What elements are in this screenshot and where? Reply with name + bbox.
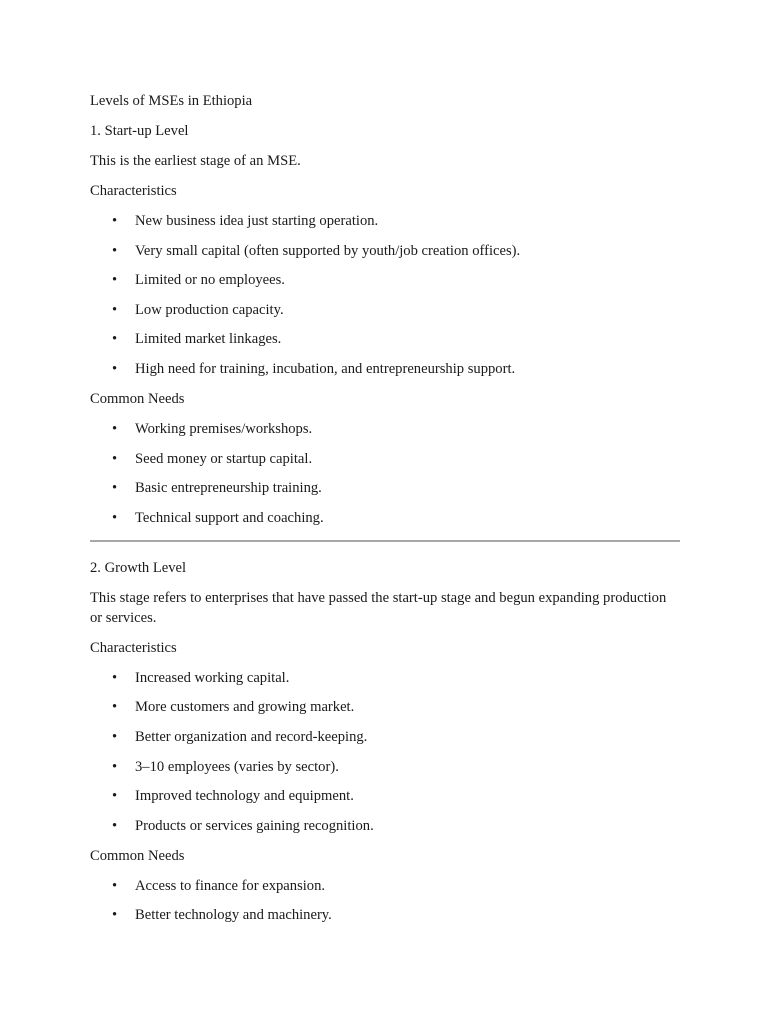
needs-label-startup: Common Needs (90, 390, 185, 407)
characteristics-list-startup (90, 211, 680, 379)
list-item: • Access to finance for expansion. (135, 876, 680, 896)
list-item: • New business idea just starting operation. (135, 211, 680, 231)
section-intro-startup: This is the earliest stage of an MSE. (90, 153, 301, 169)
list-item: • Limited or no employees. (135, 270, 680, 290)
section-heading-growth: 2. Growth Level (90, 559, 187, 576)
section-heading-startup: 1. Start-up Level (90, 123, 189, 139)
list-item: • Low production capacity. (135, 300, 680, 320)
needs-list-growth (90, 876, 680, 926)
document-page (90, 91, 680, 935)
needs-list-startup (90, 419, 680, 528)
list-item: • High need for training, incubation, and entrepreneurship support. (135, 359, 680, 379)
document-title: Levels of MSEs in Ethiopia (90, 93, 253, 109)
list-item: • Better technology and machinery. (135, 905, 680, 925)
needs-label-growth: Common Needs (90, 847, 185, 864)
section-intro-growth: This stage refers to enterprises that have passed the start-up stage and begun expanding production or services. (90, 589, 667, 626)
characteristics-list-growth (90, 668, 680, 836)
characteristics-label-startup: Characteristics (90, 183, 177, 199)
list-item: • Basic entrepreneurship training. (135, 478, 680, 498)
section-divider (90, 540, 680, 542)
list-item: • Products or services gaining recognition. (135, 816, 680, 836)
list-item: • More customers and growing market. (135, 697, 680, 717)
characteristics-label-growth: Characteristics (90, 639, 177, 656)
list-item: • Technical support and coaching. (135, 508, 680, 528)
list-item: • 3–10 employees (varies by sector). (135, 757, 680, 777)
list-item: • Increased working capital. (135, 668, 680, 688)
list-item: • Improved technology and equipment. (135, 786, 680, 806)
list-item: • Working premises/workshops. (135, 419, 680, 439)
list-item: • Very small capital (often supported by youth/job creation offices). (135, 241, 680, 261)
list-item: • Limited market linkages. (135, 329, 680, 349)
list-item: • Better organization and record-keeping. (135, 727, 680, 747)
list-item: • Seed money or startup capital. (135, 449, 680, 469)
